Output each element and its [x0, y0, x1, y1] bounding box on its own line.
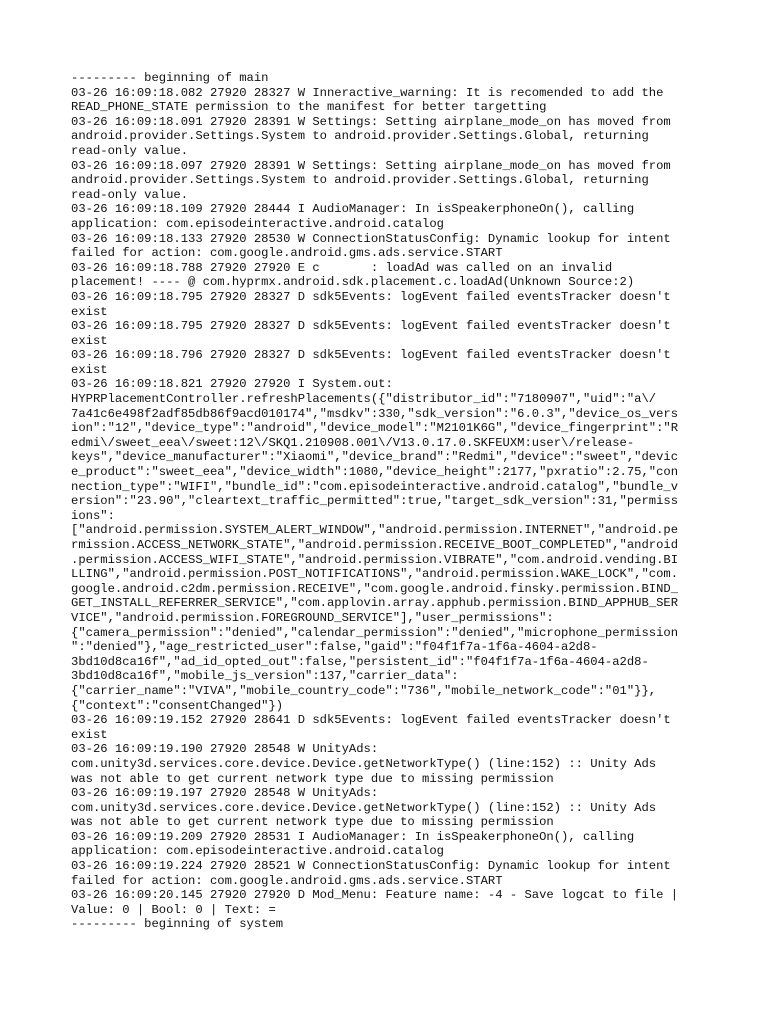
- log-line: Value: 0 | Bool: 0 | Text: =: [71, 902, 276, 917]
- log-line: exist: [71, 362, 108, 377]
- log-line: failed for action: com.google.android.gms.ads.service.START: [71, 873, 503, 888]
- log-line: android.provider.Settings.System to android.provider.Settings.Global, returning: [71, 129, 649, 144]
- log-line: google.android.c2dm.permission.RECEIVE","com.google.android.finsky.permission.BIND_: [71, 581, 679, 596]
- log-line: 03-26 16:09:18.788 27920 27920 E c : loadAd was called on an invalid: [71, 260, 613, 275]
- log-line: 3bd10d8ca16f","mobile_js_version":137,"carrier_data":: [71, 669, 459, 684]
- log-line: e_product":"sweet_eea","device_width":1080,"device_height":2177,"pxratio":2.75,"con: [71, 465, 679, 480]
- log-line: 03-26 16:09:18.796 27920 28327 D sdk5Events: logEvent failed eventsTracker doesn't: [71, 348, 671, 363]
- log-line: 03-26 16:09:19.224 27920 28521 W ConnectionStatusConfig: Dynamic lookup for intent: [71, 859, 671, 874]
- log-line: was not able to get current network type due to missing permission: [71, 771, 554, 786]
- log-line: --------- beginning of system: [71, 917, 284, 932]
- log-line: exist: [71, 727, 108, 742]
- log-line: 03-26 16:09:19.190 27920 28548 W UnityAds:: [71, 742, 379, 757]
- log-line: 03-26 16:09:19.152 27920 28641 D sdk5Events: logEvent failed eventsTracker doesn't: [71, 713, 671, 728]
- log-line: 03-26 16:09:18.097 27920 28391 W Settings: Setting airplane_mode_on has moved from: [71, 158, 671, 173]
- log-line: 03-26 16:09:18.109 27920 28444 I AudioManager: In isSpeakerphoneOn(), calling: [71, 202, 635, 217]
- log-line: 03-26 16:09:18.082 27920 28327 W Inneractive_warning: It is recomended to add the: [71, 85, 664, 100]
- log-line: 7a41c6e498f2adf85db86f9acd010174","msdkv":330,"sdk_version":"6.0.3","device_os_vers: [71, 406, 679, 421]
- log-line: 03-26 16:09:19.197 27920 28548 W UnityAds:: [71, 786, 379, 801]
- log-line: nection_type":"WIFI","bundle_id":"com.episodeinteractive.android.catalog","bundle_v: [71, 479, 679, 494]
- log-line: application: com.episodeinteractive.android.catalog: [71, 844, 444, 859]
- log-line: ["android.permission.SYSTEM_ALERT_WINDOW","android.permission.INTERNET","android.pe: [71, 523, 679, 538]
- log-line: application: com.episodeinteractive.android.catalog: [71, 216, 444, 231]
- log-line: --------- beginning of main: [71, 71, 269, 85]
- log-line: 03-26 16:09:19.209 27920 28531 I AudioManager: In isSpeakerphoneOn(), calling: [71, 829, 635, 844]
- log-line: {"camera_permission":"denied","calendar_permission":"denied","microphone_permission: [71, 625, 679, 640]
- log-line: 03-26 16:09:18.795 27920 28327 D sdk5Events: logEvent failed eventsTracker doesn't: [71, 289, 671, 304]
- log-line: was not able to get current network type due to missing permission: [71, 815, 554, 830]
- log-line: android.provider.Settings.System to android.provider.Settings.Global, returning: [71, 173, 649, 188]
- log-line: 03-26 16:09:18.091 27920 28391 W Settings: Setting airplane_mode_on has moved from: [71, 114, 671, 129]
- log-line: edmi\/sweet_eea\/sweet:12\/SKQ1.210908.001\/V13.0.17.0.SKFEUXM:user\/release-: [71, 435, 635, 450]
- log-line: LLING","android.permission.POST_NOTIFICATIONS","android.permission.WAKE_LOCK","com.: [71, 567, 679, 582]
- logcat-text: [71, 71, 701, 932]
- log-line: com.unity3d.services.core.device.Device.getNetworkType() (line:152) :: Unity Ads: [71, 800, 657, 815]
- log-line: ":"denied"},"age_restricted_user":false,"gaid":"f04f1f7a-1f6a-4604-a2d8-: [71, 640, 598, 655]
- log-line: HYPRPlacementController.refreshPlacements({"distributor_id":"7180907","uid":"a\/: [71, 392, 657, 407]
- log-line: {"context":"consentChanged"}): [71, 698, 284, 713]
- log-line: 03-26 16:09:18.133 27920 28530 W ConnectionStatusConfig: Dynamic lookup for intent: [71, 231, 671, 246]
- log-line: GET_INSTALL_REFERRER_SERVICE","com.applovin.array.apphub.permission.BIND_APPHUB_SER: [71, 596, 679, 611]
- log-line: VICE","android.permission.FOREGROUND_SERVICE"],"user_permissions":: [71, 610, 554, 625]
- log-line: placement! ---- @ com.hyprmx.android.sdk.placement.c.loadAd(Unknown Source:2): [71, 275, 635, 290]
- log-line: exist: [71, 304, 108, 319]
- log-line: read-only value.: [71, 143, 189, 158]
- log-line: 03-26 16:09:18.795 27920 28327 D sdk5Events: logEvent failed eventsTracker doesn't: [71, 319, 671, 334]
- log-line: {"carrier_name":"VIVA","mobile_country_code":"736","mobile_network_code":"01"}},: [71, 683, 657, 698]
- log-line: .permission.ACCESS_WIFI_STATE","android.permission.VIBRATE","com.android.vending.BI: [71, 552, 679, 567]
- log-line: exist: [71, 333, 108, 348]
- log-line: 03-26 16:09:18.821 27920 27920 I System.out:: [71, 377, 393, 392]
- log-line: ions":: [71, 508, 115, 523]
- log-line: failed for action: com.google.android.gms.ads.service.START: [71, 246, 503, 261]
- log-line: rmission.ACCESS_NETWORK_STATE","android.permission.RECEIVE_BOOT_COMPLETED","android: [71, 538, 679, 552]
- log-line: 03-26 16:09:20.145 27920 27920 D Mod_Menu: Feature name: -4 - Save logcat to file |: [71, 888, 679, 903]
- log-line: ion":"12","device_type":"android","device_model":"M2101K6G","device_fingerprint":"R: [71, 421, 679, 436]
- log-line: ersion":"23.90","cleartext_traffic_permitted":true,"target_sdk_version":31,"permiss: [71, 494, 679, 509]
- log-line: read-only value.: [71, 187, 189, 202]
- log-line: READ_PHONE_STATE permission to the manifest for better targetting: [71, 100, 547, 115]
- log-line: com.unity3d.services.core.device.Device.getNetworkType() (line:152) :: Unity Ads: [71, 756, 657, 771]
- log-line: 3bd10d8ca16f","ad_id_opted_out":false,"persistent_id":"f04f1f7a-1f6a-4604-a2d8-: [71, 654, 649, 669]
- log-line: keys","device_manufacturer":"Xiaomi","device_brand":"Redmi","device":"sweet","devic: [71, 450, 679, 465]
